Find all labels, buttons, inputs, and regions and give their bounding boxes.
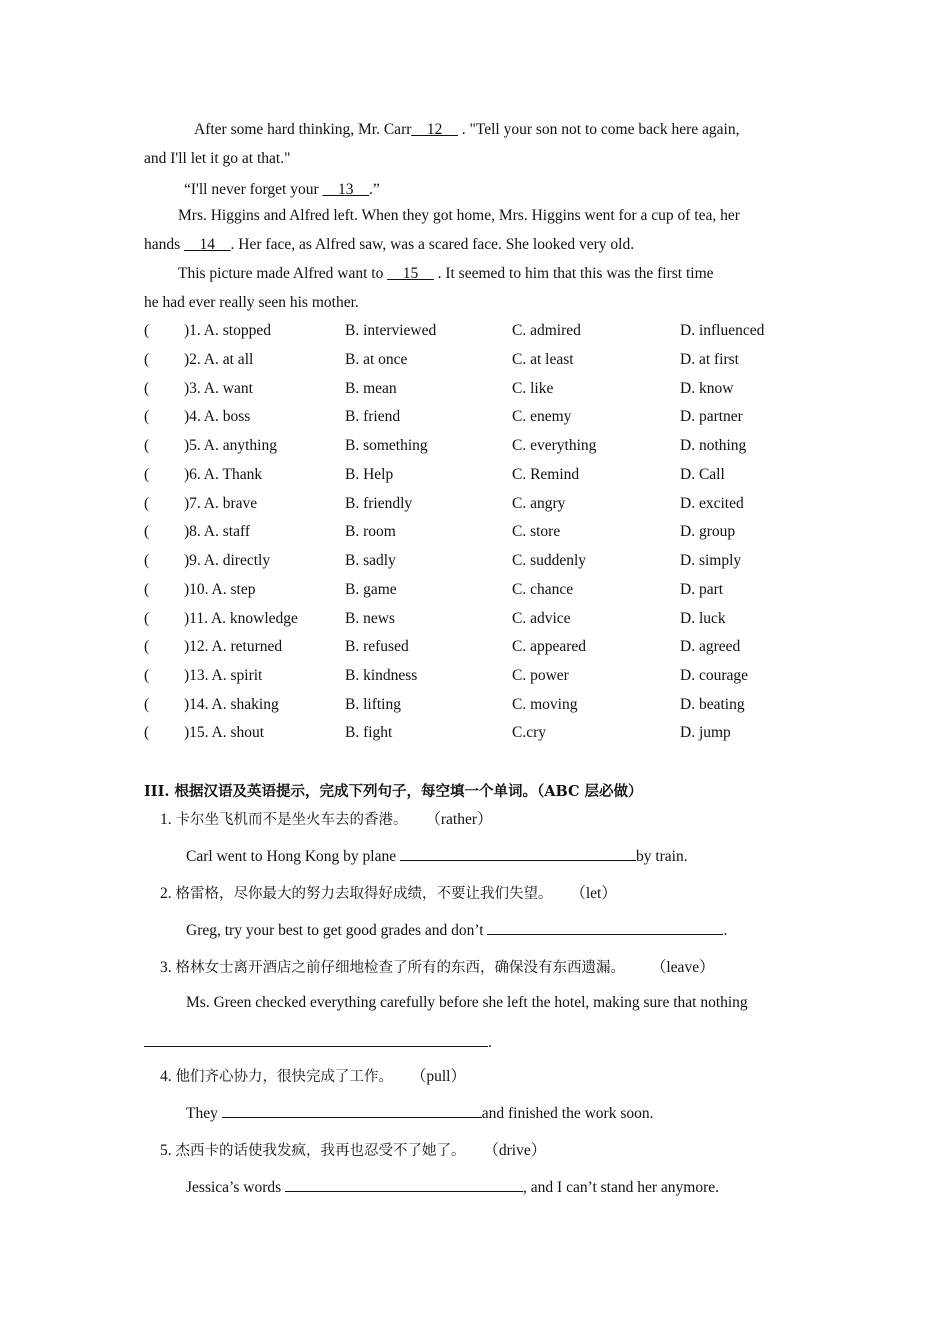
blank-13: __13__ [322, 181, 370, 198]
option-d: D. jump [680, 724, 731, 741]
option-b: B. friendly [345, 495, 413, 512]
option-a: )11. A. knowledge [184, 610, 298, 627]
option-c: C. Remind [512, 466, 580, 483]
answer-paren[interactable]: ( [144, 696, 150, 713]
option-d: D. group [680, 523, 736, 540]
option-b: B. Help [345, 466, 394, 483]
question-row [144, 522, 804, 542]
blank-15: __15__ [387, 265, 434, 282]
section-heading: III. 根据汉语及英语提示，完成下列句子，每空填一个单词。（ABC 层必做） [144, 783, 643, 800]
option-a: )2. A. at all [184, 351, 254, 368]
question-row [144, 637, 804, 657]
option-b: B. mean [345, 380, 397, 397]
passage-text: . "Tell your son not to come back here again, [457, 121, 740, 138]
item-number: 2. [160, 885, 172, 902]
answer-blank[interactable] [400, 845, 636, 861]
passage-text: “I'll never forget your [184, 181, 323, 198]
option-c: C. power [512, 667, 569, 684]
option-a: )13. A. spirit [184, 667, 263, 684]
item-number: 3. [160, 959, 172, 976]
question-row [144, 695, 804, 715]
item-number: 4. [160, 1068, 172, 1085]
item-4-prompt [160, 1067, 466, 1087]
sentence-text: Jessica’s words [186, 1179, 286, 1196]
option-a: )6. A. Thank [184, 466, 263, 483]
option-d: D. know [680, 380, 734, 397]
answer-blank[interactable] [222, 1102, 482, 1118]
item-5-prompt [160, 1141, 546, 1161]
hint-word: （leave） [650, 959, 715, 976]
sentence-text: They [186, 1105, 222, 1122]
option-b: B. lifting [345, 696, 401, 713]
answer-paren[interactable]: ( [144, 638, 150, 655]
passage-line-2: and I'll let it go at that." [144, 150, 291, 167]
item-3-prompt [160, 958, 715, 978]
answer-blank[interactable] [487, 919, 723, 935]
sentence-text: Greg, try your best to get good grades and don’t [186, 922, 488, 939]
option-c: C. chance [512, 581, 574, 598]
option-d: D. nothing [680, 437, 747, 454]
option-b: B. refused [345, 638, 409, 655]
option-c: C. everything [512, 437, 597, 454]
option-c: C. angry [512, 495, 566, 512]
question-row [144, 350, 804, 370]
answer-paren[interactable]: ( [144, 466, 150, 483]
chinese-prompt: 杰西卡的话使我发疯，我再也忍受不了她了。 [175, 1143, 466, 1159]
option-a: )5. A. anything [184, 437, 277, 454]
question-row [144, 580, 804, 600]
passage-text: .” [369, 181, 380, 198]
question-row [144, 407, 804, 427]
sentence-text: by train. [635, 848, 688, 865]
answer-paren[interactable]: ( [144, 581, 150, 598]
passage-text: . Her face, as Alfred saw, was a scared face. She looked very old. [230, 236, 635, 253]
option-b: B. at once [345, 351, 408, 368]
item-number: 1. [160, 811, 172, 828]
item-1-prompt [160, 810, 493, 830]
option-a: )10. A. step [184, 581, 256, 598]
option-d: D. simply [680, 552, 742, 569]
option-d: D. Call [680, 466, 725, 483]
option-d: D. excited [680, 495, 744, 512]
option-d: D. at first [680, 351, 739, 368]
passage-text: hands [144, 236, 185, 253]
question-row [144, 551, 804, 571]
passage-line-1 [194, 120, 739, 140]
option-c: C. store [512, 523, 561, 540]
option-c: C. like [512, 380, 554, 397]
option-d: D. agreed [680, 638, 741, 655]
item-1-sentence [186, 845, 688, 867]
passage-text: This picture made Alfred want to [178, 265, 388, 282]
item-5-sentence [186, 1176, 719, 1198]
option-a: )9. A. directly [184, 552, 271, 569]
item-number: 5. [160, 1142, 172, 1159]
question-row [144, 723, 804, 743]
option-c: C. appeared [512, 638, 587, 655]
option-c: C. enemy [512, 408, 572, 425]
answer-blank[interactable] [144, 1031, 488, 1047]
answer-blank[interactable] [285, 1176, 523, 1192]
option-b: B. kindness [345, 667, 418, 684]
answer-paren[interactable]: ( [144, 667, 150, 684]
answer-paren[interactable]: ( [144, 408, 150, 425]
sentence-text: , and I can’t stand her anymore. [523, 1179, 720, 1196]
option-a: )8. A. staff [184, 523, 251, 540]
item-4-sentence [186, 1102, 654, 1124]
chinese-prompt: 卡尔坐飞机而不是坐火车去的香港。 [175, 812, 408, 828]
question-row [144, 666, 804, 686]
blank-14: __14__ [184, 236, 231, 253]
option-d: D. part [680, 581, 724, 598]
option-a: )14. A. shaking [184, 696, 279, 713]
option-d: D. influenced [680, 322, 765, 339]
option-a: )12. A. returned [184, 638, 283, 655]
question-row [144, 465, 804, 485]
option-a: )1. A. stopped [184, 322, 271, 339]
option-a: )7. A. brave [184, 495, 258, 512]
answer-paren[interactable]: ( [144, 523, 150, 540]
passage-text: . It seemed to him that this was the first time [433, 265, 714, 282]
item-3-blank-line [144, 1031, 492, 1053]
option-a: )15. A. shout [184, 724, 265, 741]
answer-paren[interactable]: ( [144, 552, 150, 569]
option-b: B. sadly [345, 552, 396, 569]
blank-12: __12__ [411, 121, 458, 138]
option-b: B. friend [345, 408, 401, 425]
option-c: C.cry [512, 724, 547, 741]
answer-paren[interactable]: ( [144, 322, 150, 339]
option-d: D. partner [680, 408, 743, 425]
option-b: B. room [345, 523, 396, 540]
question-row [144, 609, 804, 629]
hint-word: （drive） [483, 1142, 547, 1159]
option-c: C. suddenly [512, 552, 587, 569]
answer-paren[interactable]: ( [144, 380, 150, 397]
hint-word: （pull） [410, 1068, 466, 1085]
sentence-text: and finished the work soon. [481, 1105, 654, 1122]
question-row [144, 494, 804, 514]
option-d: D. luck [680, 610, 726, 627]
option-d: D. courage [680, 667, 748, 684]
option-b: B. interviewed [345, 322, 437, 339]
passage-line-4: Mrs. Higgins and Alfred left. When they got home, Mrs. Higgins went for a cup of tea, her [178, 207, 740, 224]
passage-text: After some hard thinking, Mr. Carr [194, 121, 412, 138]
option-b: B. fight [345, 724, 393, 741]
answer-paren[interactable]: ( [144, 610, 150, 627]
option-c: C. advice [512, 610, 571, 627]
question-row [144, 436, 804, 456]
answer-paren[interactable]: ( [144, 724, 150, 741]
question-row [144, 379, 804, 399]
option-d: D. beating [680, 696, 745, 713]
option-c: C. admired [512, 322, 581, 339]
option-a: )3. A. want [184, 380, 253, 397]
answer-paren[interactable]: ( [144, 495, 150, 512]
option-c: C. at least [512, 351, 574, 368]
sentence-text: . [488, 1034, 492, 1051]
passage-line-5 [144, 235, 634, 255]
option-a: )4. A. boss [184, 408, 251, 425]
hint-word: （let） [570, 885, 617, 902]
option-b: B. something [345, 437, 428, 454]
item-2-prompt [160, 884, 617, 904]
passage-line-3 [184, 180, 380, 200]
hint-word: （rather） [425, 811, 493, 828]
item-2-sentence [186, 919, 727, 941]
sentence-text: . [723, 922, 728, 939]
passage-line-7: he had ever really seen his mother. [144, 294, 359, 311]
option-b: B. news [345, 610, 395, 627]
option-c: C. moving [512, 696, 578, 713]
item-3-sentence: Ms. Green checked everything carefully before she left the hotel, making sure that nothing [186, 994, 748, 1011]
chinese-prompt: 格林女士离开酒店之前仔细地检查了所有的东西，确保没有东西遗漏。 [175, 960, 625, 976]
chinese-prompt: 格雷格，尽你最大的努力去取得好成绩，不要让我们失望。 [175, 886, 553, 902]
answer-paren[interactable]: ( [144, 437, 150, 454]
sentence-text: Carl went to Hong Kong by plane [186, 848, 400, 865]
passage-line-6 [178, 264, 714, 284]
answer-paren[interactable]: ( [144, 351, 150, 368]
chinese-prompt: 他们齐心协力，很快完成了工作。 [175, 1069, 393, 1085]
option-b: B. game [345, 581, 397, 598]
question-row [144, 321, 804, 341]
